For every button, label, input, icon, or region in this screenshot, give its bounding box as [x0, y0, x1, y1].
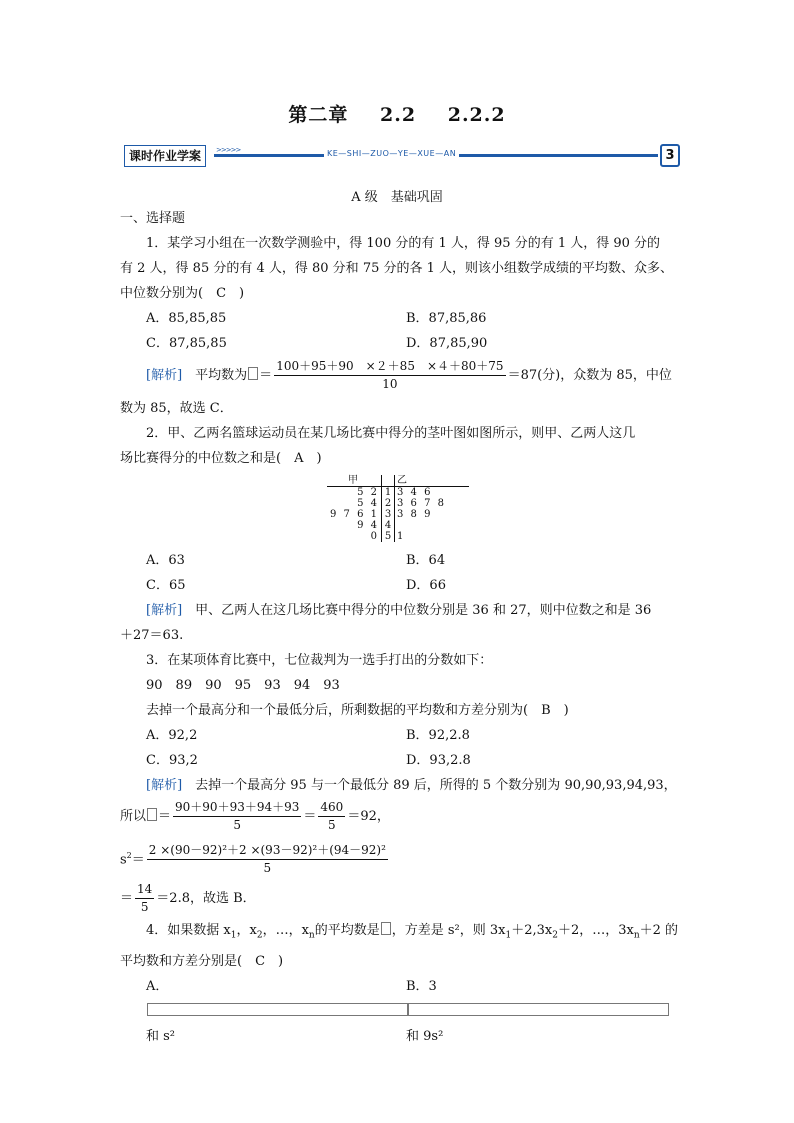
- q3-mean-fraction2: [318, 799, 345, 834]
- q1-solution-post: ＝87(分)，众数为 85，中位: [507, 368, 672, 383]
- q4-text-f: ＋2 的: [639, 923, 679, 939]
- q2-solution-line1: 甲、乙两人在这几场比赛中得分的中位数分别是 36 和 27，则中位数之和是 36: [182, 603, 652, 618]
- q2-option-c: C．65: [146, 578, 186, 593]
- q1-line1: 1．某学习小组在一次数学测验中，得 100 分的有 1 人，得 95 分的有 1 人，得 90 分的: [146, 236, 661, 251]
- page-title: [0, 100, 794, 127]
- q4-text-b: 的平均数是: [314, 923, 380, 939]
- stem-left-leaves: 0: [370, 531, 379, 542]
- q2-solution-line2: ＋27＝63.: [120, 628, 184, 643]
- q3-mean-num1: 90＋90＋93＋94＋93: [173, 799, 301, 817]
- content: [120, 206, 679, 1049]
- q3-var-pre: s: [120, 852, 127, 868]
- header-number: 3: [660, 144, 680, 167]
- q3-mean-fraction1: [173, 799, 301, 834]
- chapter-label: 第二章: [288, 104, 349, 126]
- stem-row: [327, 498, 469, 509]
- section-heading: 一、选择题: [120, 211, 186, 226]
- q3-option-c: C．93,2: [146, 753, 198, 768]
- stem-value: 2: [382, 498, 395, 509]
- header-box: 课时作业学案: [124, 145, 206, 167]
- q4-text-d: ＋2,3x: [511, 923, 553, 939]
- q2-line1: 2．甲、乙两名篮球运动员在某几场比赛中得分的茎叶图如图所示，则甲、乙两人这几: [146, 426, 636, 441]
- subsection-label: 2.2.2: [447, 104, 506, 126]
- stem-header-row: [327, 475, 469, 487]
- q3-options-ab: [120, 723, 676, 748]
- xbar-icon: [248, 367, 258, 380]
- q2-solution: [120, 598, 676, 623]
- q1-option-b: B．87,85,86: [406, 311, 487, 326]
- q3-variance-line: $s^2=$ $\frac{\text{2 ×(90－92)²＋2 ×(93－92)²＋(94－92)²}}{5}$: [120, 843, 386, 876]
- q3-mean-pre: 所以: [120, 809, 147, 824]
- stem-left-leaves: 5 2: [357, 487, 379, 498]
- q1-fraction: [274, 358, 505, 393]
- q3-mean-den2: 5: [328, 818, 336, 832]
- q4-line1: 4．如果数据 $x_1$，$x_2$，…，$x_n$的平均数是 ，方差是 s²，则 $3x_1+2,3x_2+2$，…，$3x_n+2$ 的: [146, 923, 679, 941]
- header-pinyin: KE—SHI—ZUO—YE—XUE—AN: [324, 149, 459, 158]
- q3-line1: 3．在某项体育比赛中，七位裁判为一选手打出的分数如下：: [146, 653, 493, 668]
- q4-line2: 平均数和方差分别是( C ): [120, 953, 284, 969]
- q1-solution-line2: 数为 85，故选 C．: [120, 401, 233, 416]
- q3-scores: 90 89 90 95 93 94 93: [146, 678, 340, 693]
- stem-header-mid: [382, 475, 395, 487]
- q4-text-e: ＋2，…，3x: [557, 923, 634, 939]
- q3-variance-fraction: [147, 842, 388, 877]
- stem-right-leaves: [395, 520, 470, 531]
- q1-option-c: C．87,85,85: [146, 336, 227, 351]
- q3-result-fraction: [135, 881, 154, 916]
- q3-res-den: 5: [140, 900, 149, 915]
- q4-options-ab: [120, 974, 676, 1049]
- q1-option-a: A．85,85,85: [146, 311, 227, 326]
- q1-fraction-num: 100＋95＋90 ×２＋85 ×４＋80＋75: [274, 358, 505, 376]
- q2-option-b: B．64: [406, 553, 446, 568]
- stem-left-leaves: 9 4: [357, 520, 379, 531]
- q3-solution: [120, 773, 676, 798]
- q3-res-num: 14: [135, 881, 154, 899]
- xbar-icon: [147, 1003, 409, 1016]
- q1-solution: [解析] 平均数为 ＝ $\frac{100+95+90 \times 2+85 \times 4+80+75}{10}$ ＝87(分)，众数为 85，中位: [146, 359, 672, 391]
- xbar-icon: [407, 1003, 669, 1016]
- q3-option-b: B．92,2.8: [406, 728, 470, 743]
- q1-solution-tag: [解析]: [146, 368, 183, 383]
- stem-left-leaves: 9 7 6 1: [330, 509, 379, 520]
- q1-options-cd: [120, 331, 676, 356]
- stem-leaf-plot: [120, 475, 676, 542]
- q4-text-a: 4．如果数据 x: [146, 923, 231, 939]
- stem-header-right: 乙: [395, 475, 470, 487]
- q4-option-b: B．3和 9s²: [406, 974, 666, 1049]
- q4-option-b-text: 和 9s²: [406, 1028, 444, 1044]
- q4-text-c: ，方差是 s²，则 3x: [391, 923, 506, 939]
- stem-value: 3: [382, 509, 395, 520]
- q2-options-cd: [120, 573, 676, 598]
- q3-solution-line1: 去掉一个最高分 95 与一个最低分 89 后，所得的 5 个数分别为 90,90,93,94,93，: [182, 778, 677, 793]
- stem-row: [327, 487, 469, 499]
- section-label: 2.2: [380, 104, 417, 126]
- q1-fraction-den: 10: [382, 377, 398, 391]
- q2-line2: 场比赛得分的中位数之和是( A ): [120, 451, 322, 466]
- stem-row: [327, 531, 469, 542]
- q3-mean-den1: 5: [233, 818, 242, 832]
- level-subtitle: A 级 基础巩固: [351, 190, 443, 205]
- q3-var-num: 2 ×(90－92)²＋2 ×(93－92)²＋(94－92)²: [147, 842, 388, 860]
- q3-mean-post: ＝92，: [347, 809, 390, 824]
- q3-result-post: ＝2.8，故选 B．: [156, 891, 256, 907]
- q3-line3: 去掉一个最高分和一个最低分后，所剩数据的平均数和方差分别为( B ): [146, 703, 569, 718]
- q4-option-a: A．和 s²: [146, 974, 406, 1049]
- stem-value: 1: [382, 487, 395, 499]
- stem-row: [327, 509, 469, 520]
- q1-line3: 中位数分别为( C ): [120, 286, 245, 301]
- q3-mean-num2: 460: [318, 799, 345, 817]
- stem-right-leaves: 1: [397, 531, 406, 542]
- q3-option-a: A．92,2: [146, 728, 198, 743]
- stem-header-left: 甲: [327, 475, 382, 487]
- q1-line2: 有 2 人，得 85 分的有 4 人，得 80 分和 75 分的各 1 人，则该小组数学成绩的平均数、众多、: [120, 261, 674, 276]
- q3-option-d: D．93,2.8: [406, 753, 471, 768]
- stem-left-leaves: 5 4: [357, 498, 379, 509]
- q1-option-d: D．87,85,90: [406, 336, 488, 351]
- q3-options-cd: [120, 748, 676, 773]
- q3-mean-line: 所以 ＝ $\frac{90+90+93+94+93}{5}$ ＝ $\frac{460}{5}$ ＝92，: [120, 800, 390, 832]
- stem-right-leaves: 3 8 9: [397, 509, 433, 520]
- q3-solution-tag: [解析]: [146, 778, 183, 793]
- header-arrows: >>>>>: [216, 146, 241, 154]
- stem-value: 4: [382, 520, 395, 531]
- stem-row: [327, 520, 469, 531]
- q2-solution-tag: [解析]: [146, 603, 183, 618]
- stem-value: 5: [382, 531, 395, 542]
- q1-solution-pre: 平均数为: [182, 368, 248, 383]
- q3-result-line: ＝ $\frac{14}{5}$ ＝2.8，故选 B．: [120, 882, 256, 915]
- header-bar: [124, 145, 680, 167]
- xbar-icon: [147, 808, 157, 821]
- q4-option-a-text: 和 s²: [146, 1028, 176, 1044]
- q2-option-a: A．63: [146, 553, 185, 568]
- q2-options-ab: [120, 548, 676, 573]
- q3-var-den: 5: [263, 861, 272, 876]
- stem-right-leaves: 3 6 7 8: [397, 498, 446, 509]
- q1-options-ab: [120, 306, 676, 331]
- stem-right-leaves: 3 4 6: [397, 487, 433, 498]
- xbar-icon: [381, 922, 391, 935]
- q2-option-d: D．66: [406, 578, 446, 593]
